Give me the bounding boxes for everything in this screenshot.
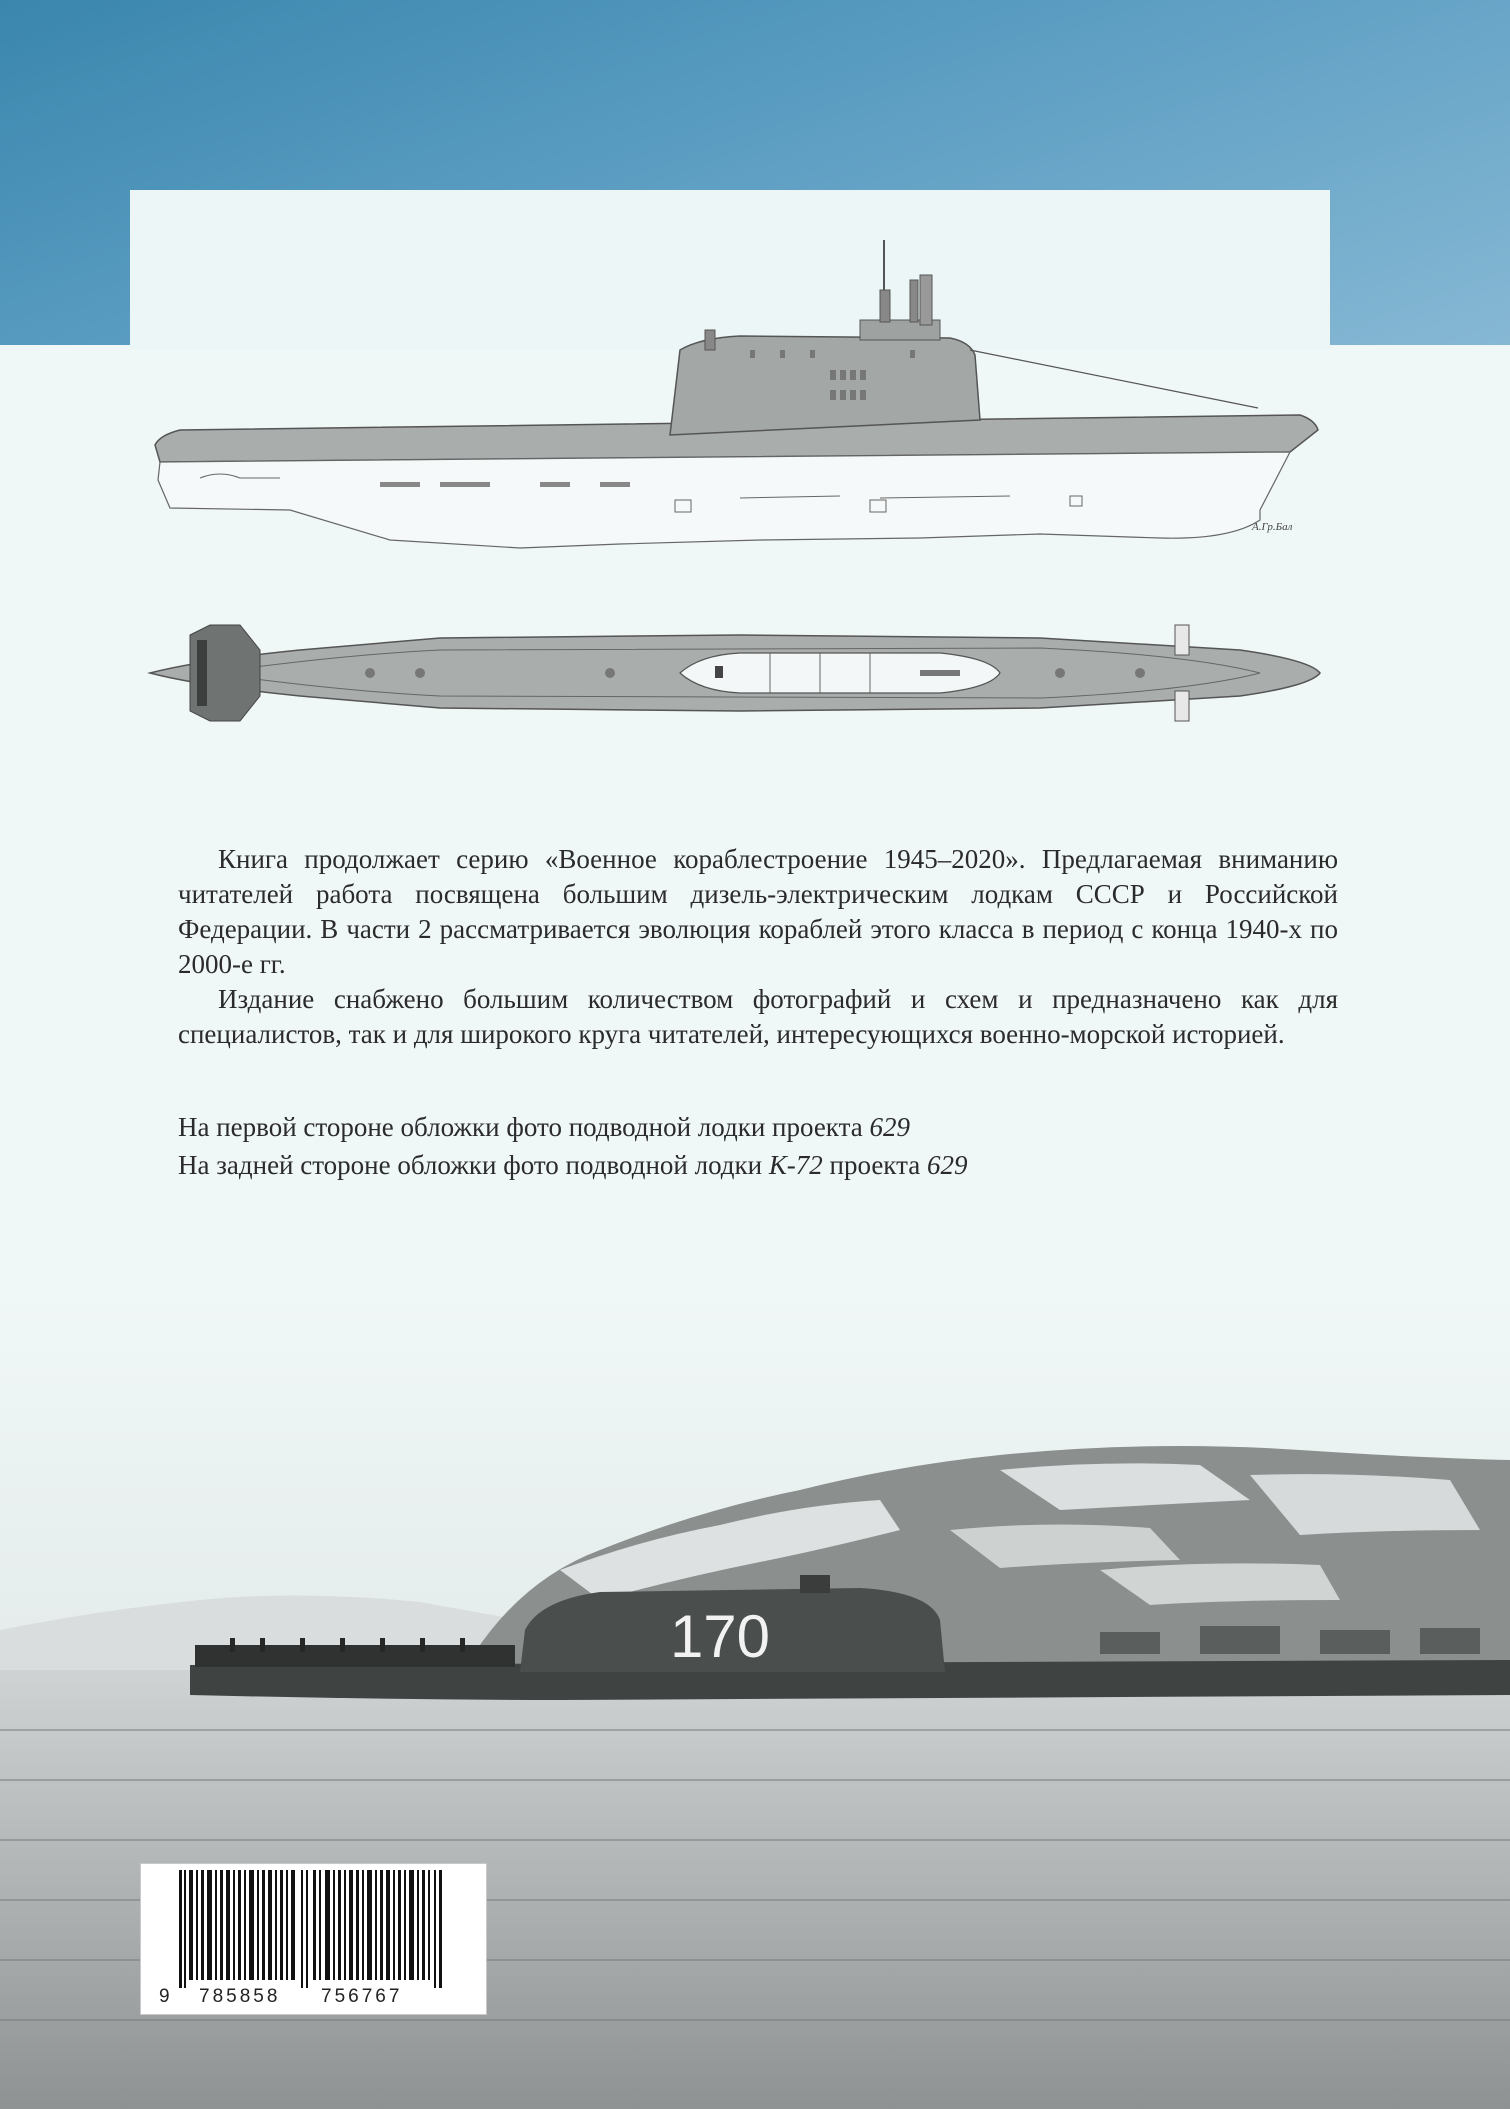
barcode-bars xyxy=(141,1864,486,1988)
back-caption-middle: проекта xyxy=(822,1150,927,1180)
back-caption-project: 629 xyxy=(926,1150,968,1180)
barcode-group-1: 785858 xyxy=(199,1986,281,2007)
drawing-signature: A.Гр.Бал xyxy=(1252,521,1293,533)
front-caption-project: 629 xyxy=(869,1112,910,1142)
top-view-drawing xyxy=(150,625,1320,721)
book-description xyxy=(178,842,1338,1052)
side-profile-drawing xyxy=(155,240,1318,548)
barcode-digits xyxy=(141,1986,486,2010)
submarine-drawings xyxy=(140,230,1340,750)
description-paragraph-1 xyxy=(178,842,1338,982)
back-caption-text: На задней стороне обложки фото подводной лодки xyxy=(178,1150,769,1180)
front-caption-text: На первой стороне обложки фото подводной лодки проекта xyxy=(178,1112,870,1142)
barcode-first-digit: 9 xyxy=(159,1986,170,2007)
description-paragraph-2 xyxy=(178,982,1338,1052)
description-paragraph-1-text: Книга продолжает серию «Военное кораблестроение 1945–2020». Предлагаемая вниманию читателей работа посвящена большим дизель-электрическим лодкам СССР и Российской Федерации. В части 2 рассматривается эволюция кораблей этого класса в период с конца 1940-х по 2000-е гг. xyxy=(178,844,1338,979)
isbn-barcode xyxy=(140,1863,487,2015)
front-cover-caption xyxy=(178,1112,910,1143)
barcode-group-2: 756767 xyxy=(321,1986,403,2007)
description-paragraph-2-text: Издание снабжено большим количеством фотографий и схем и предназначено как для специалистов, так и для широкого круга читателей, интересующихся военно-морской историей. xyxy=(178,984,1338,1049)
hull-number: 170 xyxy=(669,1603,771,1670)
back-caption-boat: К-72 xyxy=(768,1150,823,1180)
back-cover-caption xyxy=(178,1150,967,1181)
